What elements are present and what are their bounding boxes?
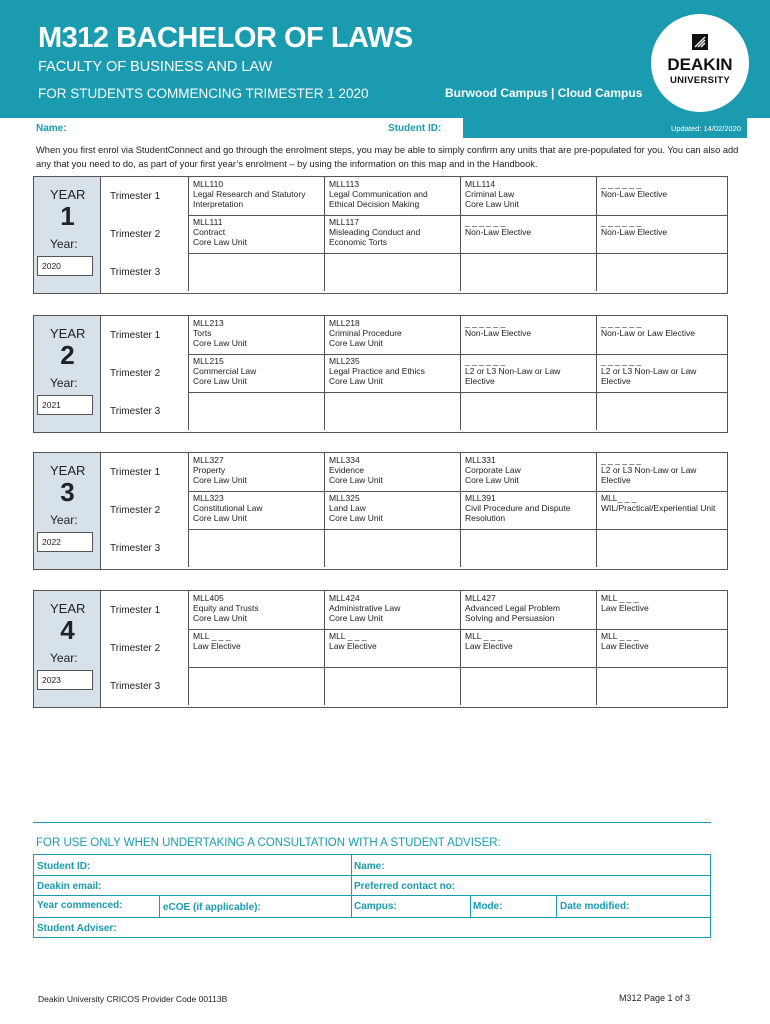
year-block: [33, 315, 728, 433]
unit-cell[interactable]: [324, 453, 460, 491]
form-year-commenced[interactable]: Year commenced:: [37, 900, 123, 911]
unit-cell[interactable]: [460, 491, 596, 529]
form-date-modified[interactable]: Date modified:: [560, 901, 630, 912]
unit-line: MLL213: [193, 318, 224, 328]
unit-cell[interactable]: [596, 253, 729, 291]
unit-cell[interactable]: [324, 491, 460, 529]
unit-cell[interactable]: [324, 177, 460, 215]
unit-line: MLL391: [465, 493, 496, 503]
unit-line: MLL110: [193, 179, 224, 189]
unit-cell[interactable]: [596, 177, 729, 215]
unit-line: Elective: [601, 475, 631, 485]
unit-line: Non-Law Elective: [465, 227, 532, 237]
unit-line: MLL427: [465, 593, 496, 603]
campus-info: Burwood Campus | Cloud Campus: [445, 86, 643, 100]
unit-line: MLL114: [465, 179, 496, 189]
year-colon-label: Year:: [50, 237, 78, 251]
year-input[interactable]: 2021: [37, 395, 93, 415]
trimester-label: Trimester 2: [110, 642, 161, 654]
unit-cell[interactable]: [324, 529, 460, 567]
unit-line: Torts: [193, 328, 212, 338]
unit-line: Core Law Unit: [329, 613, 383, 623]
year-panel: [34, 591, 101, 707]
unit-cell[interactable]: [188, 667, 324, 705]
unit-cell[interactable]: [596, 354, 729, 392]
unit-cell[interactable]: [596, 316, 729, 354]
trimester-label: Trimester 2: [110, 367, 161, 379]
unit-line: Core Law Unit: [193, 237, 247, 247]
unit-cell[interactable]: [460, 316, 596, 354]
form-campus[interactable]: Campus:: [354, 901, 397, 912]
unit-line: MLL323: [193, 493, 224, 503]
trimester-label: Trimester 2: [110, 228, 161, 240]
unit-line: Core Law Unit: [193, 613, 247, 623]
faculty-name: FACULTY OF BUSINESS AND LAW: [38, 59, 273, 75]
unit-cell[interactable]: [324, 215, 460, 253]
unit-line: MLL215: [193, 356, 224, 366]
unit-line: _ _ _ _ _ _: [601, 179, 642, 189]
unit-cell[interactable]: [188, 253, 324, 291]
name-label: Name:: [36, 123, 67, 134]
year-number: 1: [60, 201, 75, 231]
unit-line: Core Law Unit: [329, 475, 383, 485]
unit-line: Core Law Unit: [193, 376, 247, 386]
unit-line: MLL _ _ _: [329, 631, 367, 641]
form-name[interactable]: Name:: [354, 861, 385, 872]
unit-cell[interactable]: [188, 591, 324, 629]
year-input[interactable]: 2023: [37, 670, 93, 690]
form-preferred-contact[interactable]: Preferred contact no:: [354, 881, 456, 892]
unit-cell[interactable]: [596, 453, 729, 491]
unit-cell[interactable]: [460, 591, 596, 629]
unit-line: Core Law Unit: [193, 475, 247, 485]
unit-cell[interactable]: [324, 591, 460, 629]
form-ecoe[interactable]: eCOE (if applicable):: [163, 902, 261, 913]
unit-cell[interactable]: [188, 529, 324, 567]
unit-line: Core Law Unit: [465, 475, 519, 485]
trimester-label: Trimester 2: [110, 504, 161, 516]
consult-title: FOR USE ONLY WHEN UNDERTAKING A CONSULTATION WITH A STUDENT ADVISER:: [36, 837, 501, 849]
unit-line: Property: [193, 465, 226, 475]
unit-line: Constitutional Law: [193, 503, 263, 513]
unit-cell[interactable]: [460, 354, 596, 392]
unit-line: Core Law Unit: [193, 513, 247, 523]
unit-cell[interactable]: [596, 529, 729, 567]
unit-line: Law Elective: [193, 641, 241, 651]
unit-line: Administrative Law: [329, 603, 401, 613]
unit-line: Elective: [601, 376, 631, 386]
unit-cell[interactable]: [324, 667, 460, 705]
unit-cell[interactable]: [460, 392, 596, 430]
trimester-label: Trimester 1: [110, 604, 161, 616]
unit-cell[interactable]: [188, 491, 324, 529]
unit-line: MLL424: [329, 593, 360, 603]
unit-cell[interactable]: [324, 253, 460, 291]
unit-line: Criminal Procedure: [329, 328, 402, 338]
unit-cell[interactable]: [460, 215, 596, 253]
unit-line: Equity and Trusts: [193, 603, 259, 613]
year-colon-label: Year:: [50, 651, 78, 665]
updated-date: Updated: 14/02/2020: [670, 124, 741, 133]
unit-cell[interactable]: [460, 177, 596, 215]
unit-line: Law Elective: [465, 641, 513, 651]
unit-line: Advanced Legal Problem: [465, 603, 560, 613]
unit-line: MLL111: [193, 217, 223, 227]
unit-line: Law Elective: [329, 641, 377, 651]
year-number: 2: [60, 340, 75, 370]
unit-cell[interactable]: [596, 215, 729, 253]
unit-line: Solving and Persuasion: [465, 613, 555, 623]
unit-line: MLL113: [329, 179, 360, 189]
form-deakin-email[interactable]: Deakin email:: [37, 881, 102, 892]
header-banner: [0, 0, 770, 118]
unit-line: Core Law Unit: [465, 199, 519, 209]
course-title: M312 BACHELOR OF LAWS: [38, 22, 413, 54]
unit-line: MLL327: [193, 455, 224, 465]
year-colon-label: Year:: [50, 376, 78, 390]
footer-provider: Deakin University CRICOS Provider Code 00113B: [38, 994, 228, 1004]
commencing-info: FOR STUDENTS COMMENCING TRIMESTER 1 2020: [38, 86, 369, 101]
year-block: [33, 176, 728, 294]
trimester-label: Trimester 3: [110, 266, 161, 278]
unit-line: MLL235: [329, 356, 360, 366]
unit-line: Contract: [193, 227, 226, 237]
unit-cell[interactable]: [596, 491, 729, 529]
unit-line: Elective: [465, 376, 495, 386]
unit-line: MLL _ _ _: [601, 631, 639, 641]
unit-line: Evidence: [329, 465, 364, 475]
unit-line: Law Elective: [601, 641, 649, 651]
unit-line: _ _ _ _ _ _: [465, 217, 506, 227]
unit-line: Ethical Decision Making: [329, 199, 420, 209]
unit-line: _ _ _ _ _ _: [465, 318, 506, 328]
unit-line: Commercial Law: [193, 366, 257, 376]
trimester-label: Trimester 1: [110, 190, 161, 202]
unit-line: Law Elective: [601, 603, 649, 613]
trimester-label: Trimester 3: [110, 680, 161, 692]
year-label: YEAR: [50, 326, 86, 341]
year-number: 4: [60, 615, 75, 645]
unit-line: Core Law Unit: [193, 338, 247, 348]
year-block: [33, 452, 728, 570]
unit-cell[interactable]: [188, 392, 324, 430]
unit-line: Legal Research and Statutory: [193, 189, 306, 199]
student-name-bar: [33, 118, 747, 138]
year-input[interactable]: 2020: [37, 256, 93, 276]
unit-line: Corporate Law: [465, 465, 521, 475]
unit-line: Resolution: [465, 513, 506, 523]
unit-line: Land Law: [329, 503, 366, 513]
unit-line: _ _ _ _ _ _: [601, 455, 642, 465]
unit-line: _ _ _ _ _ _: [465, 356, 506, 366]
unit-line: MLL117: [329, 217, 360, 227]
year-panel: [34, 177, 101, 293]
logo-text-deakin: DEAKIN: [667, 55, 733, 74]
unit-line: Non-Law Elective: [601, 189, 668, 199]
student-id-label: Student ID:: [388, 123, 442, 134]
year-panel: [34, 316, 101, 432]
year-panel: [34, 453, 101, 569]
trimester-label: Trimester 1: [110, 466, 161, 478]
footer-page: M312 Page 1 of 3: [619, 993, 691, 1003]
unit-cell[interactable]: [460, 629, 596, 667]
unit-cell[interactable]: [324, 354, 460, 392]
year-label: YEAR: [50, 187, 86, 202]
unit-line: Non-Law or Law Elective: [601, 328, 696, 338]
unit-line: L2 or L3 Non-Law or Law: [601, 366, 697, 376]
form-student-adviser[interactable]: Student Adviser:: [37, 923, 117, 934]
year-colon-label: Year:: [50, 513, 78, 527]
unit-cell[interactable]: [188, 453, 324, 491]
unit-line: Misleading Conduct and: [329, 227, 421, 237]
deakin-logo: [651, 14, 749, 112]
unit-cell[interactable]: [596, 591, 729, 629]
trimester-label: Trimester 3: [110, 405, 161, 417]
unit-line: _ _ _ _ _ _: [601, 217, 642, 227]
unit-cell[interactable]: [188, 215, 324, 253]
unit-line: MLL325: [329, 493, 360, 503]
consult-divider: [33, 822, 711, 823]
unit-line: Non-Law Elective: [601, 227, 668, 237]
unit-line: MLL _ _ _: [465, 631, 503, 641]
unit-line: MLL_ _ _: [601, 493, 637, 503]
unit-line: Interpretation: [193, 199, 244, 209]
unit-line: _ _ _ _ _ _: [601, 318, 642, 328]
unit-cell[interactable]: [188, 316, 324, 354]
trimester-label: Trimester 1: [110, 329, 161, 341]
unit-line: L2 or L3 Non-Law or Law: [465, 366, 561, 376]
year-block: [33, 590, 728, 708]
unit-line: Legal Communication and: [329, 189, 428, 199]
unit-line: Economic Torts: [329, 237, 387, 247]
year-label: YEAR: [50, 463, 86, 478]
unit-cell[interactable]: [188, 177, 324, 215]
unit-cell[interactable]: [188, 629, 324, 667]
unit-cell[interactable]: [460, 667, 596, 705]
unit-line: Civil Procedure and Dispute: [465, 503, 571, 513]
logo-text-university: UNIVERSITY: [669, 75, 730, 86]
unit-line: _ _ _ _ _ _: [601, 356, 642, 366]
unit-line: Legal Practice and Ethics: [329, 366, 425, 376]
consult-form: [33, 854, 711, 938]
unit-cell[interactable]: [596, 392, 729, 430]
unit-line: MLL218: [329, 318, 360, 328]
unit-cell[interactable]: [188, 354, 324, 392]
unit-cell[interactable]: [460, 529, 596, 567]
unit-line: MLL _ _ _: [601, 593, 639, 603]
form-mode[interactable]: Mode:: [473, 901, 503, 912]
unit-cell[interactable]: [324, 629, 460, 667]
unit-line: MLL405: [193, 593, 224, 603]
unit-line: WIL/Practical/Experiential Unit: [601, 503, 716, 513]
unit-line: Core Law Unit: [329, 338, 383, 348]
unit-line: MLL331: [465, 455, 496, 465]
unit-cell[interactable]: [596, 629, 729, 667]
unit-line: Core Law Unit: [329, 513, 383, 523]
unit-cell[interactable]: [324, 392, 460, 430]
unit-line: Criminal Law: [465, 189, 515, 199]
unit-line: Core Law Unit: [329, 376, 383, 386]
unit-cell[interactable]: [596, 667, 729, 705]
year-number: 3: [60, 477, 75, 507]
form-student-id[interactable]: Student ID:: [37, 861, 91, 872]
unit-cell[interactable]: [324, 316, 460, 354]
unit-line: MLL _ _ _: [193, 631, 231, 641]
intro-text: When you first enrol via StudentConnect and go through the enrolment steps, you may be able to simply confirm any units that are pre-populated for you. You can also add any that you need to do, as part of your first year’s enrolment – by using the information on this map and in the Handbook.: [36, 145, 739, 169]
unit-line: Non-Law Elective: [465, 328, 532, 338]
deakin-logo-icon: [692, 34, 708, 50]
unit-line: MLL334: [329, 455, 360, 465]
unit-cell[interactable]: [460, 453, 596, 491]
unit-line: L2 or L3 Non-Law or Law: [601, 465, 697, 475]
unit-cell[interactable]: [460, 253, 596, 291]
year-label: YEAR: [50, 601, 86, 616]
trimester-label: Trimester 3: [110, 542, 161, 554]
year-input[interactable]: 2022: [37, 532, 93, 552]
